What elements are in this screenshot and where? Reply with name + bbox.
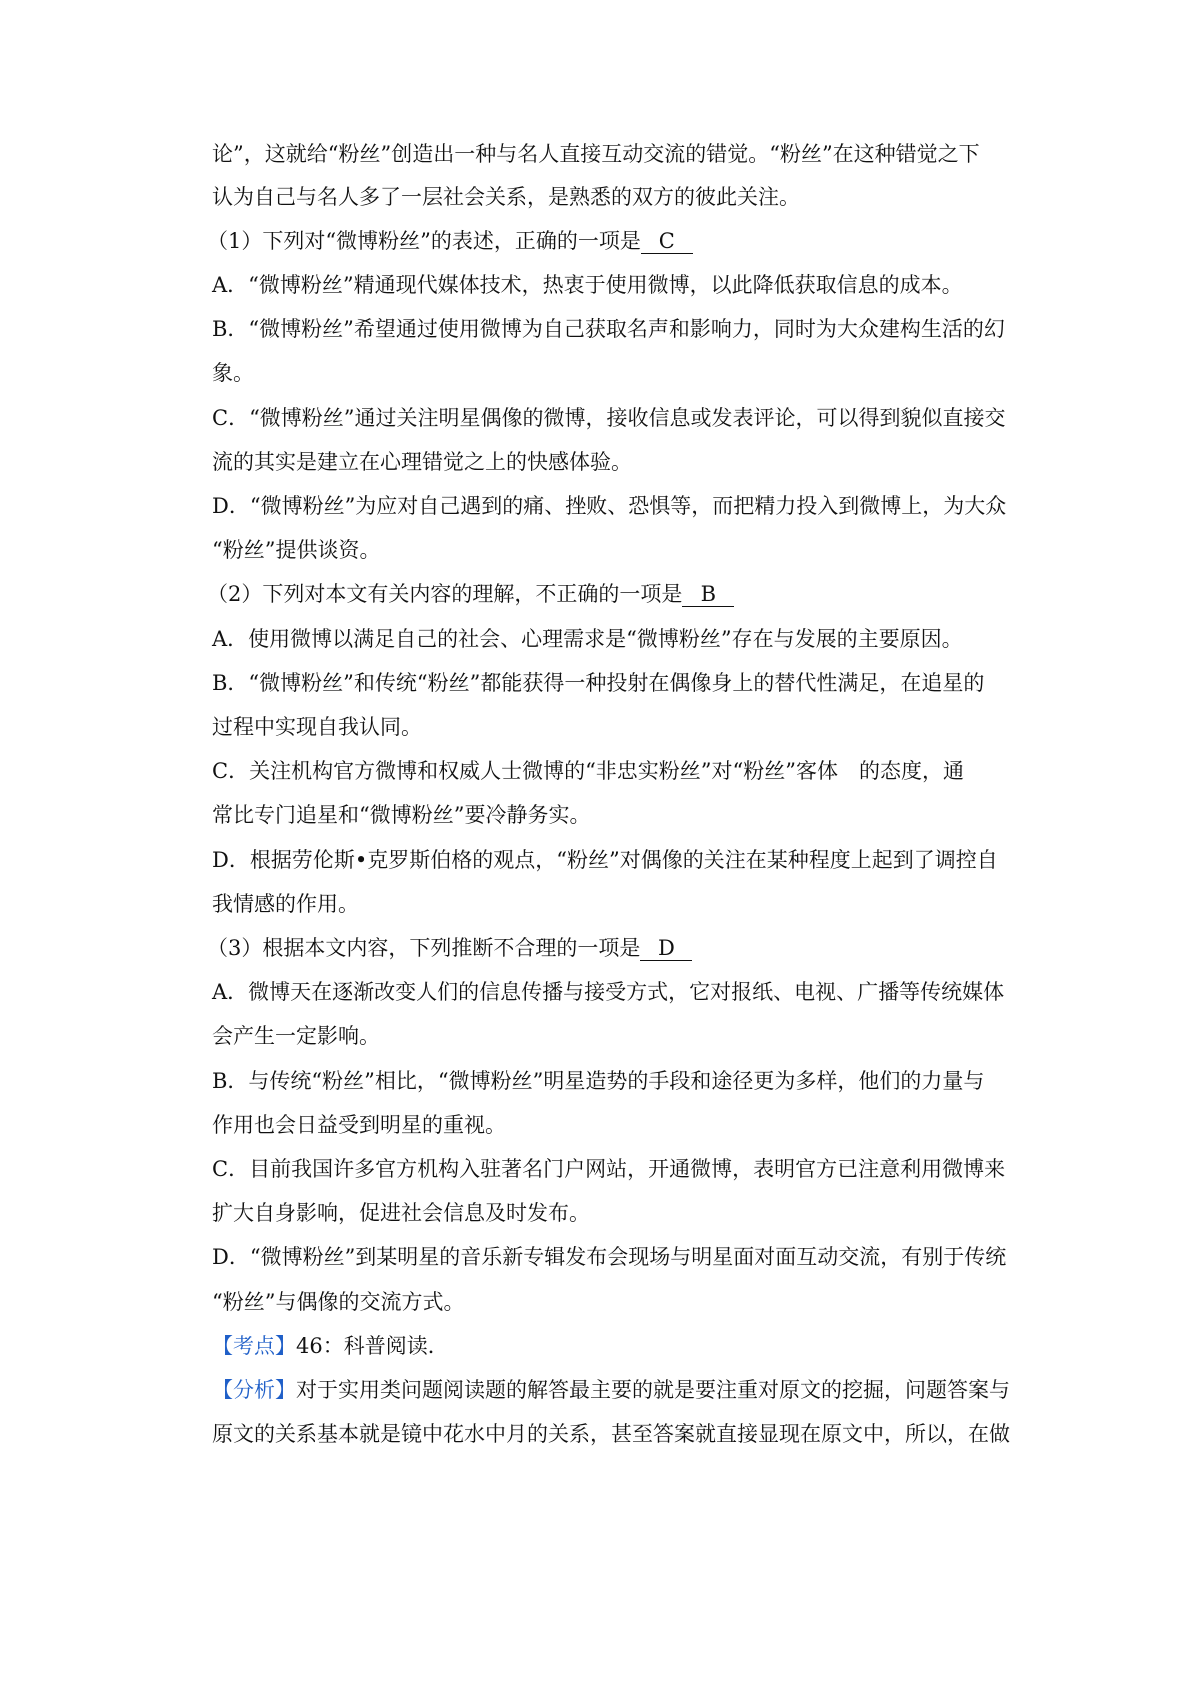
question-3-option-a-cont: 会产生一定影响。	[212, 1024, 380, 1048]
question-3-option-b-cont: 作用也会日益受到明星的重视。	[212, 1113, 506, 1137]
question-1-answer: C	[641, 229, 693, 254]
question-1-option-c: C．“微博粉丝”通过关注明星偶像的微博，接收信息或发表评论，可以得到貌似直接交	[212, 406, 1006, 430]
question-3-option-c-cont: 扩大自身影响，促进社会信息及时发布。	[212, 1201, 590, 1225]
question-2-option-a: A．使用微博以满足自己的社会、心理需求是“微博粉丝”存在与发展的主要原因。	[212, 627, 963, 651]
question-3-option-c: C．目前我国许多官方机构入驻著名门户网站，开通微博，表明官方已注意利用微博来	[212, 1157, 1006, 1181]
question-2-option-b-cont: 过程中实现自我认同。	[212, 715, 422, 739]
question-2-answer: B	[682, 582, 734, 607]
question-3-text: （3）根据本文内容，下列推断不合理的一项是	[207, 936, 641, 960]
question-3-option-d: D．“微博粉丝”到某明星的音乐新专辑发布会现场与明星面对面互动交流，有别于传统	[212, 1245, 1007, 1269]
kaodian-tag: 【考点】	[212, 1334, 296, 1358]
question-2-option-d-cont: 我情感的作用。	[212, 892, 359, 916]
question-3-option-d-cont: “粉丝”与偶像的交流方式。	[212, 1290, 465, 1314]
question-1-stem	[207, 226, 693, 256]
question-1-option-c-cont: 流的其实是建立在心理错觉之上的快感体验。	[212, 450, 632, 474]
kaodian-line	[212, 1331, 449, 1361]
fenxi-tag: 【分析】	[212, 1378, 296, 1402]
fenxi-line-2: 原文的关系基本就是镜中花水中月的关系，甚至答案就直接显现在原文中，所以，在做	[212, 1422, 1010, 1446]
intro-line-1: 论”，这就给“粉丝”创造出一种与名人直接互动交流的错觉。“粉丝”在这种错觉之下	[212, 142, 980, 166]
question-2-option-b: B．“微博粉丝”和传统“粉丝”都能获得一种投射在偶像身上的替代性满足，在追星的	[212, 671, 985, 695]
question-3-option-a: A．微博天在逐渐改变人们的信息传播与接受方式，它对报纸、电视、广播等传统媒体	[212, 980, 1005, 1004]
question-2-option-c: C．关注机构官方微博和权威人士微博的“非忠实粉丝”对“粉丝”客体 的态度，通	[212, 759, 965, 783]
question-1-option-d: D．“微博粉丝”为应对自己遇到的痛、挫败、恐惧等，而把精力投入到微博上，为大众	[212, 494, 1007, 518]
question-1-option-b: B．“微博粉丝”希望通过使用微博为自己获取名声和影响力，同时为大众建构生活的幻	[212, 317, 1005, 341]
fenxi-line-1	[212, 1375, 1010, 1405]
question-3-stem	[207, 933, 692, 963]
question-1-option-d-cont: “粉丝”提供谈资。	[212, 538, 381, 562]
question-1-option-a: A．“微博粉丝”精通现代媒体技术，热衷于使用微博，以此降低获取信息的成本。	[212, 273, 963, 297]
question-1-option-b-cont: 象。	[212, 361, 254, 385]
intro-line-2: 认为自己与名人多了一层社会关系，是熟悉的双方的彼此关注。	[212, 185, 800, 209]
kaodian-text: 46：科普阅读．	[296, 1334, 449, 1358]
question-1-text: （1）下列对“微博粉丝”的表述，正确的一项是	[207, 229, 641, 253]
question-2-text: （2）下列对本文有关内容的理解，不正确的一项是	[207, 582, 683, 606]
fenxi-text: 对于实用类问题阅读题的解答最主要的就是要注重对原文的挖掘，问题答案与	[296, 1378, 1010, 1402]
question-2-stem	[207, 579, 734, 609]
question-3-option-b: B．与传统“粉丝”相比，“微博粉丝”明星造势的手段和途径更为多样，他们的力量与	[212, 1069, 985, 1093]
question-3-answer: D	[640, 936, 692, 961]
question-2-option-d: D．根据劳伦斯•克罗斯伯格的观点，“粉丝”对偶像的关注在某种程度上起到了调控自	[212, 848, 998, 872]
question-2-option-c-cont: 常比专门追星和“微博粉丝”要冷静务实。	[212, 803, 591, 827]
